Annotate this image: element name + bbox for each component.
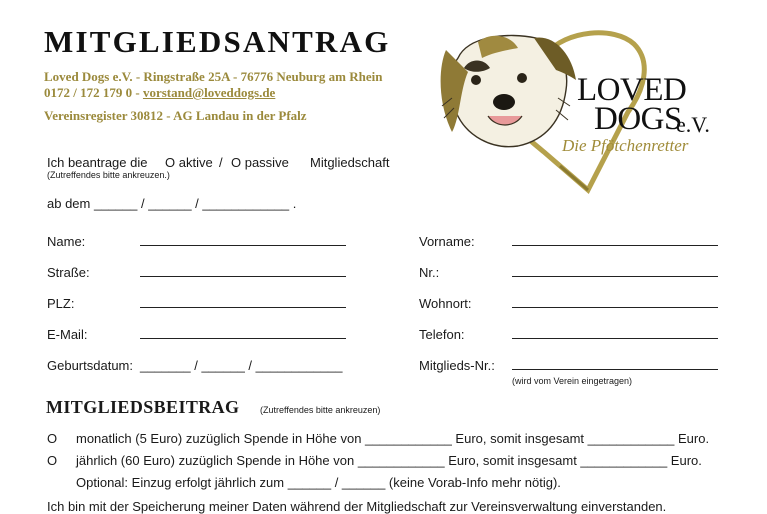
intro-hint: (Zutreffendes bitte ankreuzen.) xyxy=(47,170,170,180)
club-address: Loved Dogs e.V. - Ringstraße 25A - 76776 Neuburg am Rhein xyxy=(44,69,383,84)
fee-section-title: MITGLIEDSBEITRAG xyxy=(46,397,240,417)
logo-text-loved: LOVED xyxy=(577,72,687,108)
monthly-option-checkbox[interactable]: O xyxy=(47,431,58,446)
dog-illustration-icon xyxy=(441,35,576,146)
zip-label: PLZ: xyxy=(47,296,75,311)
firstname-label: Vorname: xyxy=(419,234,475,249)
birthdate-label: Geburtsdatum: xyxy=(47,358,133,373)
name-field[interactable] xyxy=(140,245,346,246)
fee-section-hint: (Zutreffendes bitte ankreuzen) xyxy=(260,405,381,415)
logo-text-ev: e.V. xyxy=(676,112,710,137)
club-contact xyxy=(44,85,275,101)
street-field[interactable] xyxy=(140,276,346,277)
start-date-field[interactable]: ab dem ______ / ______ / ____________ . xyxy=(47,196,297,211)
optional-debit-text: Optional: Einzug erfolgt jährlich zum ______ / ______ (keine Vorab-Info mehr nötig). xyxy=(76,475,561,490)
birthdate-field[interactable]: _______ / ______ / ____________ xyxy=(140,358,343,373)
form-title: MITGLIEDSANTRAG xyxy=(44,24,391,59)
phone-field[interactable] xyxy=(512,338,718,339)
logo-slogan: Die Pfötchenretter xyxy=(562,136,689,155)
intro-text: Ich beantrage die xyxy=(47,155,148,170)
club-register: Vereinsregister 30812 - AG Landau in der Pfalz xyxy=(44,108,307,123)
member-number-hint: (wird vom Verein eingetragen) xyxy=(512,376,633,386)
street-label: Straße: xyxy=(47,265,90,280)
member-number-label: Mitglieds-Nr.: xyxy=(419,358,495,373)
club-email-link[interactable]: vorstand@loveddogs.de xyxy=(142,85,276,100)
option-active-checkbox[interactable]: O aktive xyxy=(165,155,213,170)
data-consent-text: Ich bin mit der Speicherung meiner Daten während der Mitgliedschaft zur Vereinsverwaltung einverstanden. xyxy=(47,499,667,514)
option-passive-checkbox[interactable]: O passive xyxy=(231,155,289,170)
firstname-field[interactable] xyxy=(512,245,718,246)
house-number-label: Nr.: xyxy=(419,265,440,280)
phone-label: Telefon: xyxy=(419,327,465,342)
city-field[interactable] xyxy=(512,307,718,308)
logo-text-dogs: DOGS xyxy=(594,101,682,137)
option-separator: / xyxy=(219,155,223,170)
zip-field[interactable] xyxy=(140,307,346,308)
email-label: E-Mail: xyxy=(47,327,88,342)
yearly-option-checkbox[interactable]: O xyxy=(47,453,58,468)
email-field[interactable] xyxy=(140,338,346,339)
yearly-option-text: jährlich (60 Euro) zuzüglich Spende in Höhe von ____________ Euro, somit insgesamt ____________ Euro. xyxy=(76,453,702,468)
house-number-field[interactable] xyxy=(512,276,718,277)
intro-membership-text: Mitgliedschaft xyxy=(310,155,390,170)
monthly-option-text: monatlich (5 Euro) zuzüglich Spende in Höhe von ____________ Euro, somit insgesamt ____________ Euro. xyxy=(76,431,710,446)
club-phone: 0172 / 172 179 0 - xyxy=(44,85,143,100)
city-label: Wohnort: xyxy=(419,296,472,311)
name-label: Name: xyxy=(47,234,86,249)
member-number-field xyxy=(512,369,718,370)
